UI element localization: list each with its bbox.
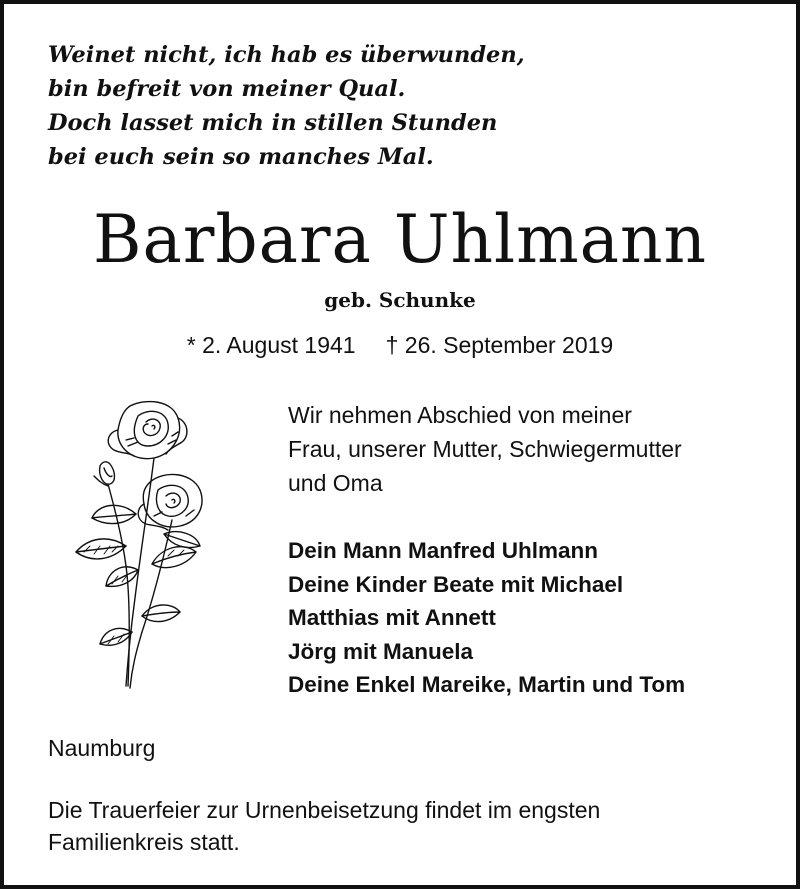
funeral-notice <box>48 794 600 858</box>
family-member: Deine Enkel Mareike, Martin und Tom <box>288 672 686 697</box>
family-list <box>288 534 685 702</box>
farewell-text <box>288 398 682 500</box>
poem-line: Weinet nicht, ich hab es überwunden, <box>48 42 525 68</box>
death-date: † 26. September 2019 <box>385 332 614 358</box>
family-member: Matthias mit Annett <box>288 605 496 630</box>
family-member: Deine Kinder Beate mit Michael <box>288 571 624 597</box>
poem-line: bin befreit von meiner Qual. <box>48 76 406 102</box>
poem-line: Doch lasset mich in stillen Stunden <box>48 110 498 136</box>
family-member: Jörg mit Manuela <box>288 638 474 664</box>
poem <box>48 38 525 174</box>
roses-icon <box>68 396 218 696</box>
farewell-line: Frau, unserer Mutter, Schwiegermutter <box>288 436 682 462</box>
place: Naumburg <box>48 735 156 761</box>
notice-line: Die Trauerfeier zur Urnenbeisetzung findet im engsten <box>48 797 601 823</box>
farewell-line: Wir nehmen Abschied von meiner <box>288 402 632 428</box>
birth-name: geb. Schunke <box>324 288 476 312</box>
life-dates <box>4 330 796 360</box>
deceased-name: Barbara Uhlmann <box>92 201 708 278</box>
notice-line: Familienkreis statt. <box>48 829 240 855</box>
family-member: Dein Mann Manfred Uhlmann <box>288 538 599 563</box>
birth-date: * 2. August 1941 <box>186 332 356 358</box>
farewell-line: und Oma <box>288 470 383 496</box>
poem-line: bei euch sein so manches Mal. <box>48 144 434 170</box>
